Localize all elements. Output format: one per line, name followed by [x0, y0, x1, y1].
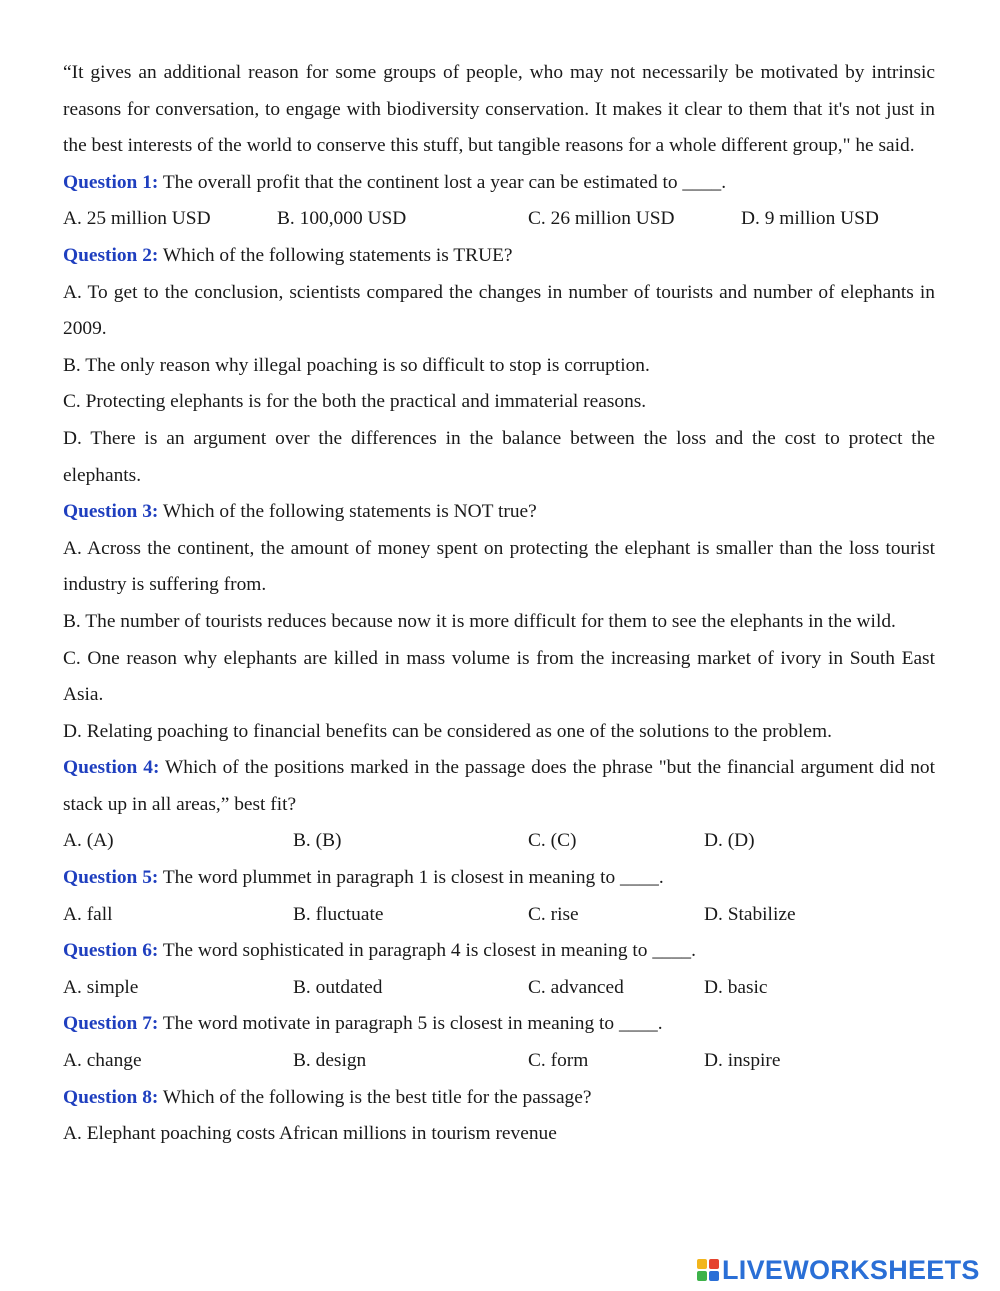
option-c[interactable]: C. (C): [528, 830, 577, 852]
option-a[interactable]: A. (A): [63, 830, 114, 852]
option-b[interactable]: B. 100,000 USD: [277, 208, 407, 230]
question-7: [63, 1006, 935, 1043]
liveworksheets-logo: [697, 1255, 980, 1285]
option-d[interactable]: D. inspire: [704, 1050, 781, 1072]
question-7-options: [63, 1043, 935, 1080]
option-b[interactable]: B. The number of tourists reduces because now it is more difficult for them to see the elephants in the wild.: [63, 610, 896, 632]
option-c[interactable]: C. 26 million USD: [528, 208, 675, 230]
question-8: [63, 1080, 935, 1117]
question-4-options: [63, 823, 935, 860]
question-4: [63, 750, 935, 823]
option-a[interactable]: A. change: [63, 1050, 142, 1072]
option-d[interactable]: D. Stabilize: [704, 903, 796, 925]
option-a[interactable]: A. simple: [63, 976, 139, 998]
question-6-label: Question 6:: [63, 940, 159, 962]
option-b[interactable]: B. The only reason why illegal poaching is so difficult to stop is corruption.: [63, 354, 650, 376]
question-2-label: Question 2:: [63, 244, 159, 266]
logo-square-icon: [709, 1271, 719, 1281]
question-1-label: Question 1:: [63, 171, 159, 193]
option-c[interactable]: C. form: [528, 1050, 589, 1072]
option-c[interactable]: C. advanced: [528, 976, 624, 998]
option-c[interactable]: C. rise: [528, 903, 579, 925]
question-5-text: The word plummet in paragraph 1 is closest in meaning to ____.: [158, 867, 664, 889]
question-5-label: Question 5:: [63, 867, 159, 889]
question-8-text: Which of the following is the best title for the passage?: [158, 1086, 592, 1108]
logo-square-icon: [697, 1259, 707, 1269]
question-2-text: Which of the following statements is TRUE?: [158, 244, 513, 266]
question-7-text: The word motivate in paragraph 5 is closest in meaning to ____.: [158, 1013, 663, 1035]
option-d[interactable]: D. 9 million USD: [741, 208, 879, 230]
question-6: [63, 933, 935, 970]
option-c[interactable]: C. One reason why elephants are killed in mass volume is from the increasing market of ivory in South East Asia.: [63, 647, 935, 706]
option-d[interactable]: D. basic: [704, 976, 768, 998]
question-6-options: [63, 970, 935, 1007]
option-c[interactable]: C. Protecting elephants is for the both the practical and immaterial reasons.: [63, 391, 647, 413]
question-4-text: Which of the positions marked in the passage does the phrase "but the financial argument did not stack up in all areas,” best fit?: [63, 757, 935, 815]
option-d[interactable]: D. (D): [704, 830, 755, 852]
option-a[interactable]: A. fall: [63, 903, 113, 925]
option-a[interactable]: A. To get to the conclusion, scientists compared the changes in number of tourists and number of elephants in 2009.: [63, 281, 935, 340]
logo-square-icon: [709, 1259, 719, 1269]
question-3-text: Which of the following statements is NOT true?: [158, 501, 537, 523]
question-4-label: Question 4:: [63, 757, 160, 779]
question-2: [63, 238, 935, 275]
liveworksheets-icon: [697, 1259, 719, 1281]
option-b[interactable]: B. fluctuate: [293, 903, 384, 925]
option-b[interactable]: B. (B): [293, 830, 342, 852]
logo-square-icon: [697, 1271, 707, 1281]
option-b[interactable]: B. design: [293, 1050, 367, 1072]
option-a[interactable]: A. Elephant poaching costs African millions in tourism revenue: [63, 1123, 557, 1145]
passage-paragraph: “It gives an additional reason for some groups of people, who may not necessarily be motivated by intrinsic reasons for conversation, to engage with biodiversity conservation. It makes it clear to them that it's not just in the best interests of the world to conserve this stuff, but tangible reasons for a whole different group," he said.: [63, 62, 935, 157]
question-6-text: The word sophisticated in paragraph 4 is closest in meaning to ____.: [158, 940, 696, 962]
question-3-label: Question 3:: [63, 501, 159, 523]
question-5: [63, 860, 935, 897]
question-7-label: Question 7:: [63, 1013, 159, 1035]
question-3: [63, 494, 935, 531]
option-b[interactable]: B. outdated: [293, 976, 383, 998]
question-1-options: [63, 201, 935, 238]
worksheet-content: [63, 55, 935, 1153]
option-a[interactable]: A. Across the continent, the amount of money spent on protecting the elephant is smaller than the loss tourist industry is suffering from.: [63, 537, 935, 596]
question-5-options: [63, 897, 935, 934]
question-1: [63, 165, 935, 202]
option-d[interactable]: D. There is an argument over the differences in the balance between the loss and the cost to protect the elephants.: [63, 427, 935, 486]
option-a[interactable]: A. 25 million USD: [63, 208, 211, 230]
question-8-label: Question 8:: [63, 1086, 159, 1108]
option-d[interactable]: D. Relating poaching to financial benefits can be considered as one of the solutions to the problem.: [63, 720, 832, 742]
question-1-text: The overall profit that the continent lost a year can be estimated to ____.: [158, 171, 727, 193]
logo-text: LIVEWORKSHEETS: [722, 1254, 980, 1285]
